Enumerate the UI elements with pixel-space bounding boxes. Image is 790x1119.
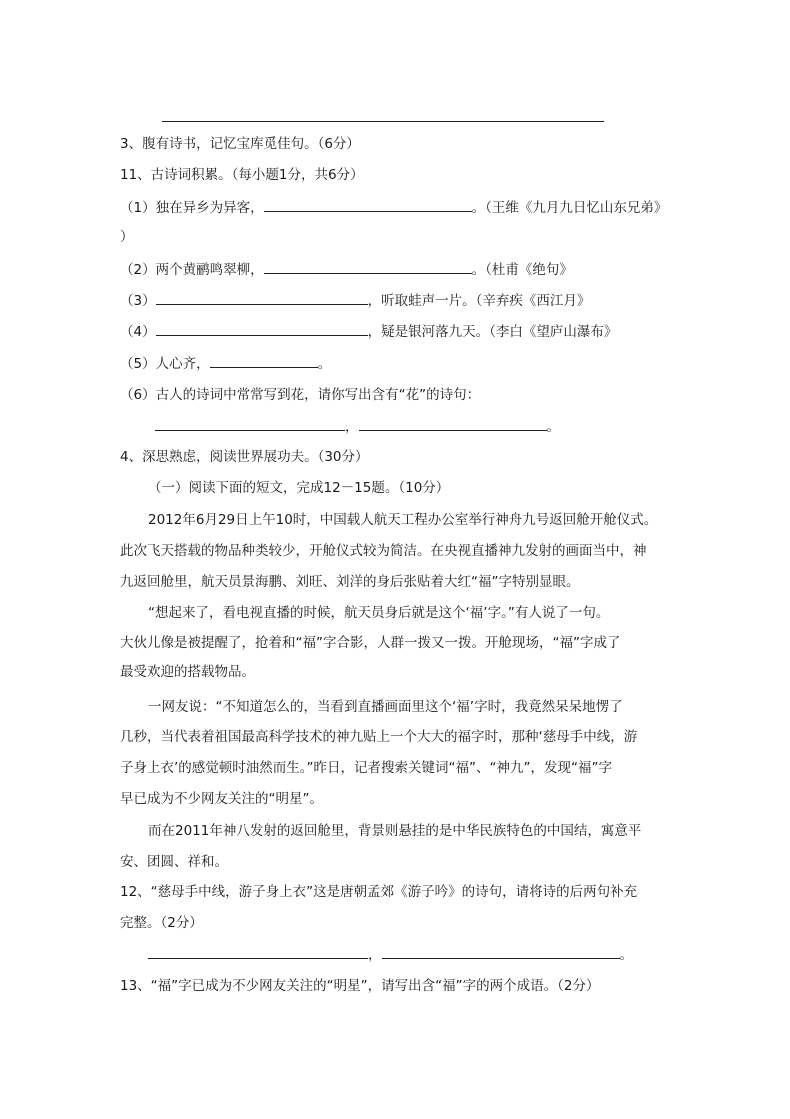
q11-item-5 (120, 353, 331, 374)
item-number: （4） (120, 324, 156, 340)
item-number: （3） (120, 293, 156, 309)
answer-blank-2[interactable] (382, 944, 620, 959)
passage-p3-line-4: 早已成为不少网友关注的“明星”。 (120, 791, 323, 807)
answer-blank[interactable] (156, 321, 368, 336)
q11-item-3 (120, 290, 590, 311)
passage-p3-line-1: 一网友说：“不知道怎么的，当看到直播画面里这个‘福’字时，我竟然呆呆地愣了 (148, 699, 623, 715)
question-12-answers (148, 944, 633, 965)
item-number: （1） (120, 200, 156, 216)
question-11-title: 11、古诗词积累。（每小题1分，共6分） (120, 167, 364, 183)
answer-blank-2[interactable] (359, 416, 547, 431)
q11-item-6 (120, 385, 480, 405)
item-number: （5） (120, 356, 156, 372)
q11-item-6-answers (155, 416, 560, 437)
item-number: （2） (120, 262, 156, 278)
passage-p4-line-1: 而在2011年神八发射的返回舱里，背景则悬挂的是中华民族特色的中国结，寓意平 (148, 823, 642, 839)
q11-item-1 (120, 197, 667, 218)
separator: ， (368, 947, 382, 963)
item-suffix: 。（杜甫《绝句》 (471, 262, 573, 278)
item-number: （6） (120, 387, 156, 403)
passage-p3-line-2: 几秒，当代表着祖国最高科学技术的神九贴上一个大大的福字时，那种‘慈母手中线，游 (120, 729, 638, 745)
question-12-line-2: 完整。（2分） (120, 915, 203, 931)
passage-p1-line-3: 九返回舱里，航天员景海鹏、刘旺、刘洋的身后张贴着大红“福”字特别显眼。 (120, 574, 580, 590)
question-12-line-1: 12、“慈母手中线，游子身上衣”这是唐朝孟郊《游子吟》的诗句，请将诗的后两句补充 (120, 884, 638, 900)
passage-p2-line-3: 最受欢迎的搭载物品。 (120, 664, 255, 680)
item-prefix: 人心齐， (155, 356, 210, 372)
section-3-title: 3、腹有诗书，记忆宝库觅佳句。（6分） (120, 136, 360, 152)
passage-p1-line-2: 此次飞天搭载的物品种类较少，开舱仪式较为简洁。在央视直播神九发射的画面当中，神 (120, 543, 647, 559)
section-4-title: 4、深思熟虑，阅读世界展功夫。（30分） (120, 449, 369, 465)
item-prompt: 古人的诗词中常常写到花，请你写出含有“花”的诗句： (155, 387, 481, 403)
answer-blank[interactable] (264, 259, 472, 274)
item-suffix: ，疑是银河落九天。（李白《望庐山瀑布》 (367, 324, 618, 340)
item-prefix: 独在异乡为异客， (155, 200, 264, 216)
passage-p2-line-1: “想起来了，看电视直播的时候，航天员身后就是这个‘福’字。”有人说了一句。 (148, 605, 610, 621)
question-13-line-1: 13、“福”字已成为不少网友关注的“明星”，请写出含“福”字的两个成语。（2分） (120, 978, 600, 994)
terminator: 。 (546, 419, 560, 435)
passage-p3-line-3: 子身上衣’的感觉顿时油然而生。”昨日，记者搜索关键词“福”、“神九”，发现“福”字 (120, 760, 612, 776)
passage-p2-line-2: 大伙儿像是被提醒了，抢着和“福”字合影，人群一拨又一拨。开舱现场，“福”字成了 (120, 635, 621, 651)
item-suffix: 。（王维《九月九日忆山东兄弟》 (471, 200, 668, 216)
item-suffix: ，听取蛙声一片。（辛弃疾《西江月》 (367, 293, 591, 309)
separator: ， (345, 419, 359, 435)
passage-p4-line-2: 安、团圆、祥和。 (120, 854, 228, 870)
q11-item-4 (120, 321, 617, 342)
answer-blank-1[interactable] (148, 944, 368, 959)
answer-blank[interactable] (264, 197, 472, 212)
reading-subsection-title: （一）阅读下面的短文，完成12－15题。（10分） (148, 480, 450, 496)
answer-blank[interactable] (210, 353, 318, 368)
item-suffix: 。 (317, 356, 332, 372)
q11-item-1-continuation: ） (120, 229, 134, 245)
item-prefix: 两个黄鹂鸣翠柳， (155, 262, 264, 278)
answer-blank[interactable] (156, 290, 368, 305)
answer-blank-1[interactable] (155, 416, 345, 431)
terminator: 。 (619, 947, 633, 963)
passage-p1-line-1: 2012年6月29日上午10时，中国载人航天工程办公室举行神舟九号返回舱开舱仪式。 (148, 512, 658, 528)
q11-item-2 (120, 259, 573, 280)
answer-line-top (162, 121, 604, 122)
